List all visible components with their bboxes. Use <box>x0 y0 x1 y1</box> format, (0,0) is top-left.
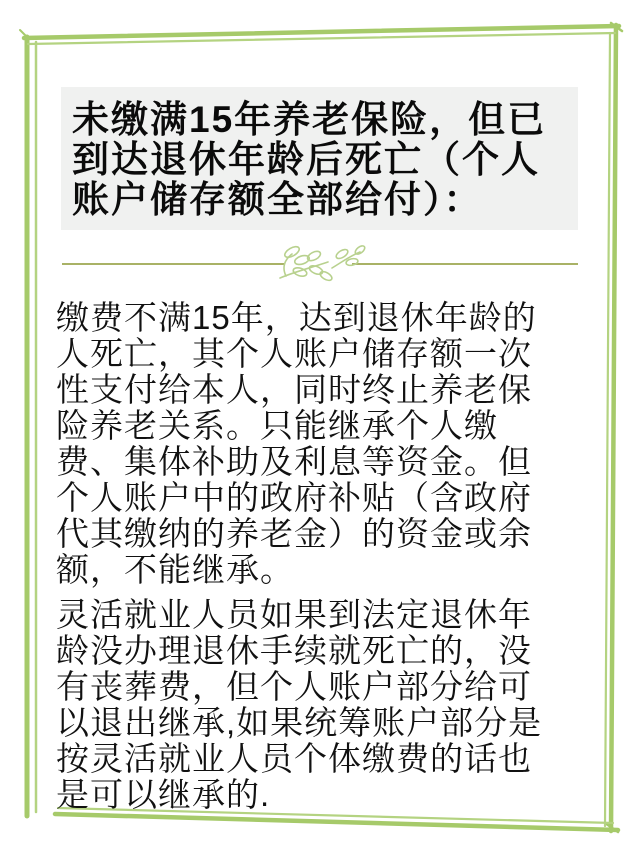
body-text-line: 有丧葬费，但个人账户部分给可 <box>56 668 532 705</box>
divider-line <box>352 263 578 265</box>
body-text-line: 是可以继承的. <box>56 776 271 813</box>
paragraph-inheritance-rules <box>56 300 590 588</box>
body-text-line: 以退出继承,如果统筹账户部分是 <box>56 704 543 741</box>
body-text-line: 费、集体补助及利息等资金。但 <box>56 443 532 480</box>
section-divider <box>62 238 578 286</box>
body-text-line: 龄没办理退休手续就死亡的，没 <box>56 632 532 669</box>
page-title-line: 账户储存额全部给付）： <box>72 179 483 220</box>
title-box <box>61 87 578 230</box>
body-text-line: 代其缴纳的养老金）的资金或余 <box>56 515 532 552</box>
paragraph-flexible-employment <box>56 597 590 813</box>
body-text-line: 缴费不满15年，达到退休年龄的 <box>56 299 537 336</box>
body-text-line: 按灵活就业人员个体缴费的话也 <box>56 740 532 777</box>
leaf-branch-icon <box>272 238 368 286</box>
body-text <box>56 300 590 813</box>
body-text-line: 性支付给本人，同时终止养老保 <box>56 371 532 408</box>
divider-line <box>62 263 285 265</box>
body-text-line: 人死亡，其个人账户储存额一次 <box>56 335 532 372</box>
page-title-line: 到达退休年龄后死亡（个人 <box>72 139 540 180</box>
body-text-line: 险养老关系。只能继承个人缴 <box>56 407 498 444</box>
page-title-line: 未缴满15年养老保险，但已 <box>72 99 547 140</box>
body-text-line: 个人账户中的政府补贴（含政府 <box>56 479 532 516</box>
body-text-line: 额，不能继承。 <box>56 551 294 588</box>
body-text-line: 灵活就业人员如果到法定退休年 <box>56 596 532 633</box>
